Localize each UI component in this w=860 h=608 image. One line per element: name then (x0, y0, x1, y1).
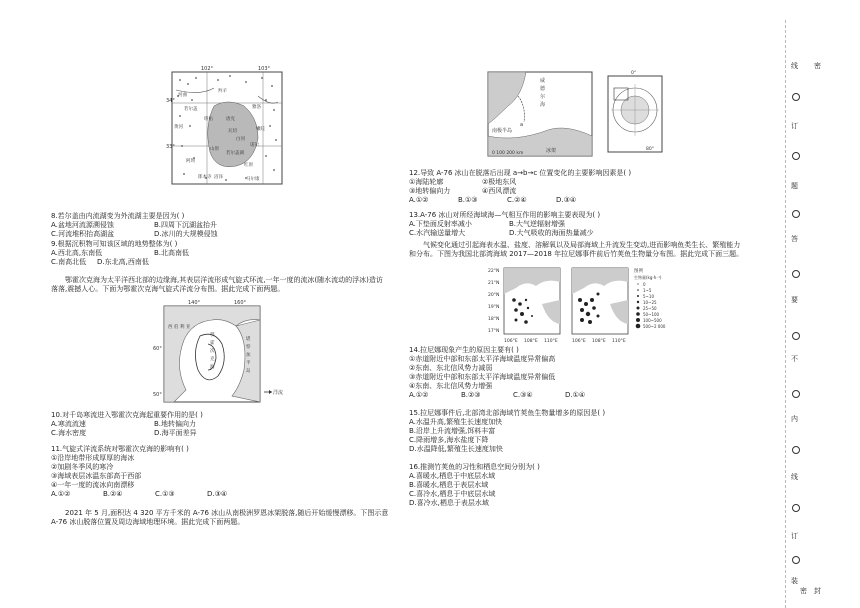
lat-label: 17°N (488, 329, 500, 334)
place-label: 黄河 (174, 125, 183, 130)
binding-word: 密 (814, 62, 821, 70)
option-d: D.③④ (207, 489, 228, 498)
option-d: D.东北高,西南低 (97, 257, 149, 266)
binding-word: 答 (791, 235, 798, 243)
map-label: 亚 (186, 325, 191, 330)
binding-word: 订 (791, 122, 798, 130)
binding-line (785, 20, 786, 608)
statement: ③地转偏向力 (409, 186, 451, 195)
intro-iceberg (51, 509, 388, 527)
option-b: B.喜暖水,栖息于表层水域 (409, 480, 489, 489)
statement: ②东南、东北信风势力减弱 (409, 363, 493, 372)
map-label: 堪 (246, 337, 251, 342)
option-b: B.大气逆辐射增强 (509, 219, 566, 228)
lat-label: 20°N (488, 293, 500, 298)
binding-hole-icon (792, 332, 800, 340)
map-label: 半 (246, 361, 251, 366)
question-stem: 13.A-76 冰山对所经海域海—气相互作用的影响主要表现为( ) (409, 211, 601, 219)
option-d: D.③④ (556, 195, 577, 204)
binding-hole-icon (792, 210, 800, 218)
option-a: A.寒流流速 (51, 419, 86, 428)
question-9 (51, 240, 189, 267)
lon-label: 140° (188, 300, 201, 306)
legend-item: 50~100 (643, 312, 660, 317)
legend-item: 500~2 000 (643, 324, 666, 329)
option-c: C.水汽输送量增大 (409, 228, 466, 237)
statement: ②极地东风 (482, 177, 517, 186)
option-a: A.下垫面反射率减小 (409, 219, 472, 228)
question-12 (409, 169, 631, 205)
map-label: 威 (540, 78, 546, 84)
legend-unit: 生物量(kg·h⁻¹) (634, 275, 662, 280)
lon-label: 108°E (524, 339, 538, 344)
lon-label: 110°E (544, 339, 558, 344)
statement: ④一年一度的流冰向南漂移 (51, 480, 135, 489)
binding-hole-icon (792, 556, 800, 564)
question-stem: 10.对千岛寒流进入鄂霍次克海起重要作用的是( ) (51, 411, 203, 419)
intro-line: 鄂霍次克海为太平洋西北部的边缘海,其表层洋流形成气旋式环流,一年一度的流冰(随水流动的浮冰)造访 (65, 276, 383, 284)
option-d: D.①④ (565, 390, 586, 399)
legend-item: 100~500 (643, 318, 662, 323)
question-stem: 15.拉尼娜事件后,北部湾北部海域竹荚鱼生物量增多的原因是( ) (409, 409, 606, 417)
option-c: C.降雨增多,海水盐度下降 (409, 435, 489, 444)
map-label: 加 (246, 353, 251, 358)
statement: ①海陆轮廓 (409, 177, 444, 186)
question-15 (409, 409, 605, 454)
map-label: 利 (180, 325, 185, 330)
statement: ①赤道附近中部和东部太平洋海域温度异常偏高 (409, 354, 556, 363)
intro-line: 和分布。下图为我国北部湾海域 2017—2018 年拉尼娜事件前后竹荚鱼生物量分布图。据此完成下面三题。 (409, 249, 744, 258)
statement: ④东南、东北信风势力增强 (409, 381, 493, 390)
map-label: 克 (210, 357, 215, 362)
binding-hole-icon (792, 446, 800, 454)
legend-item: 5~10 (643, 294, 654, 299)
binding-hole-icon (792, 152, 800, 160)
question-stem: 12.导致 A-76 冰山在脱落后出现 a→b→c 位置变化的主要影响因素是( ) (409, 169, 632, 177)
option-d: D.冰川的大规模侵蚀 (154, 229, 218, 238)
option-a: A.西北高,东南低 (51, 248, 103, 257)
binding-hole-icon (792, 390, 800, 398)
lat-label: 50° (153, 392, 162, 398)
intro-line: 2021 年 5 月,面积达 4 320 平方千米的 A-76 冰山从南极洲罗恩冰架脱落,随后开始缓慢漂移。下图示意 (65, 509, 389, 517)
binding-word: 内 (791, 415, 798, 423)
place-label: 雅洛 (252, 105, 261, 110)
statement: ④西风漂流 (482, 186, 517, 195)
map-label: 西 (168, 325, 173, 330)
intro-line: 落落,震撼人心。下面为鄂霍次克海气旋式洋流分布图。据此完成下面两题。 (51, 284, 285, 293)
binding-hole-icon (792, 93, 800, 101)
map-label: 尔 (540, 94, 546, 100)
map-label: a (520, 122, 524, 128)
map-label: 霍 (210, 341, 215, 346)
place-label: 羚羊 (218, 89, 227, 94)
option-b: B.沿岸上升流增强,饵料丰富 (409, 426, 496, 435)
lat-label: 80° (646, 147, 654, 152)
place-label: 若尔盖 (184, 107, 198, 112)
place-label: 马尔康 (246, 177, 260, 182)
lat-label: 21°N (488, 281, 500, 286)
lon-label: 110°E (612, 339, 626, 344)
option-b: B.②③ (461, 390, 481, 399)
binding-word: 要 (791, 296, 798, 304)
place-label: 诺尔 (250, 143, 259, 148)
binding-hole-icon (792, 504, 800, 512)
lat-label: 60° (153, 346, 162, 352)
lon-label: 108°E (592, 339, 606, 344)
option-a: A.①② (51, 489, 71, 498)
statement: ③海域表层冰温东部高于西部 (51, 471, 142, 480)
map-antarctic (486, 66, 666, 162)
place-label: 瓦切 (228, 129, 237, 134)
place-label: 若尔盖湖 (226, 151, 244, 156)
question-13 (409, 211, 600, 238)
map-label: 海 (210, 365, 215, 370)
place-label: 沼泽 (214, 175, 223, 180)
question-16 (409, 463, 540, 508)
binding-word: 不 (791, 355, 798, 363)
question-stem: 8.若尔盖由内流湖变为外流湖主要是因为( ) (51, 212, 185, 220)
map-label: 次 (210, 349, 215, 354)
option-d: D.喜冷水,栖息于表层水域 (409, 498, 489, 507)
map-label: 察 (246, 345, 251, 350)
binding-word: 订 (791, 532, 798, 540)
scale-bar-label: 0 100 200 km (492, 151, 524, 156)
option-a: A.喜暖水,栖息于中底层水域 (409, 471, 496, 480)
lon-label: 106°E (504, 339, 518, 344)
map-label: 德 (540, 86, 546, 92)
intro-fish (409, 241, 743, 259)
legend-label: 洋流 (273, 390, 284, 396)
lon-label: 0° (631, 71, 637, 76)
option-c: C.喜冷水,栖息于中底层水域 (409, 489, 496, 498)
question-stem: 14.拉尼娜现象产生的原因主要有( ) (409, 346, 519, 354)
map-label: 伯 (174, 325, 179, 330)
map-label: 鄂 (210, 333, 215, 338)
place-label: 红原 (244, 163, 253, 168)
option-a: A.盆地河流源溯侵蚀 (51, 220, 114, 229)
place-label: 河曲 (178, 93, 187, 98)
binding-word: 装 (791, 577, 798, 585)
option-b: B.①③ (458, 195, 478, 204)
statement: ①沿岸地带形成厚厚的海冰 (51, 453, 135, 462)
place-label: 阿坝 (186, 159, 195, 164)
place-label: 班佑 (204, 117, 213, 122)
lat-label: 19°N (488, 305, 500, 310)
option-a: A.①② (409, 390, 429, 399)
option-c: C.③④ (513, 390, 533, 399)
map-zoige (166, 66, 288, 190)
legend-title: 图例 (634, 269, 643, 274)
option-c: C.①③ (155, 489, 175, 498)
option-a: A.水温升高,繁殖生长速度加快 (409, 417, 503, 426)
lon-label: 106°E (572, 339, 586, 344)
lat-label: 34° (166, 98, 175, 104)
question-10 (51, 411, 203, 438)
option-d: D.海平面差异 (154, 428, 197, 437)
option-a: A.①② (409, 195, 429, 204)
option-b: B.②④ (103, 489, 123, 498)
question-stem: 9.根据沉积物可知该区域的地势整体为( ) (51, 240, 178, 248)
question-stem: 16.推测竹荚鱼的习性和栖息空间分别为( ) (409, 463, 540, 471)
binding-word: 题 (791, 182, 798, 190)
place-label: 嫩哇 (256, 127, 265, 132)
lat-label: 22°N (488, 269, 500, 274)
option-b: B.地转偏向力 (154, 419, 197, 428)
legend-item: 25~50 (643, 306, 657, 311)
option-b: B.四周下沉湖盆抬升 (154, 220, 218, 229)
option-d: D.大气吸收的海面热量减少 (509, 228, 594, 237)
question-stem: 11.气旋式洋流系统对鄂霍次克海的影响有( ) (51, 445, 189, 453)
map-label: 南极半岛 (492, 128, 513, 134)
intro-okhotsk (51, 276, 383, 294)
intro-line: 气候变化通过引起海表水温、盐度、溶解氧以及局部海域上升流发生变动,进而影响鱼类生长、繁殖能力 (423, 241, 741, 249)
binding-word: 封 (814, 587, 821, 595)
legend-item: 10~25 (643, 300, 657, 305)
place-label: 山原 (210, 147, 219, 152)
option-d: D.水温降低,繁殖生长速度加快 (409, 444, 503, 453)
binding-word: 密 (800, 587, 807, 595)
map-label: 岛 (246, 369, 251, 374)
binding-word: 线 (791, 62, 798, 70)
option-b: B.北高南低 (154, 248, 190, 257)
intro-line: A-76 冰山脱落位置及周边海域地理环境。据此完成下面两题。 (51, 517, 245, 526)
map-okhotsk (152, 300, 284, 404)
lon-label: 160° (234, 300, 247, 306)
option-c: C.河流堆积抬高湖盆 (51, 229, 115, 238)
place-label: 唐克 (226, 117, 235, 122)
lon-label: 102° (201, 66, 214, 72)
binding-hole-icon (792, 270, 800, 278)
question-14 (409, 346, 585, 399)
option-c: C.南高北低 (51, 257, 87, 266)
legend-item: 1~5 (643, 288, 652, 293)
question-8 (51, 212, 218, 239)
map-beibu-gulf (486, 264, 676, 346)
place-label: 郎木寺 (198, 175, 212, 180)
map-label: 冰架 (546, 148, 557, 154)
statement: ②加剧冬季风的寒冷 (51, 462, 114, 471)
map-label: 海 (540, 102, 546, 108)
question-11 (51, 445, 227, 498)
option-c: C.海水密度 (51, 428, 87, 437)
lat-label: 33° (166, 144, 175, 150)
lat-label: 18°N (488, 317, 500, 322)
binding-word: 线 (791, 473, 798, 481)
option-c: C.②④ (507, 195, 527, 204)
lon-label: 103° (258, 66, 271, 72)
statement: ③赤道附近中部和东部太平洋海域温度异常偏低 (409, 372, 556, 381)
place-label: 白河 (236, 137, 245, 142)
legend-item: 0 (643, 282, 646, 287)
